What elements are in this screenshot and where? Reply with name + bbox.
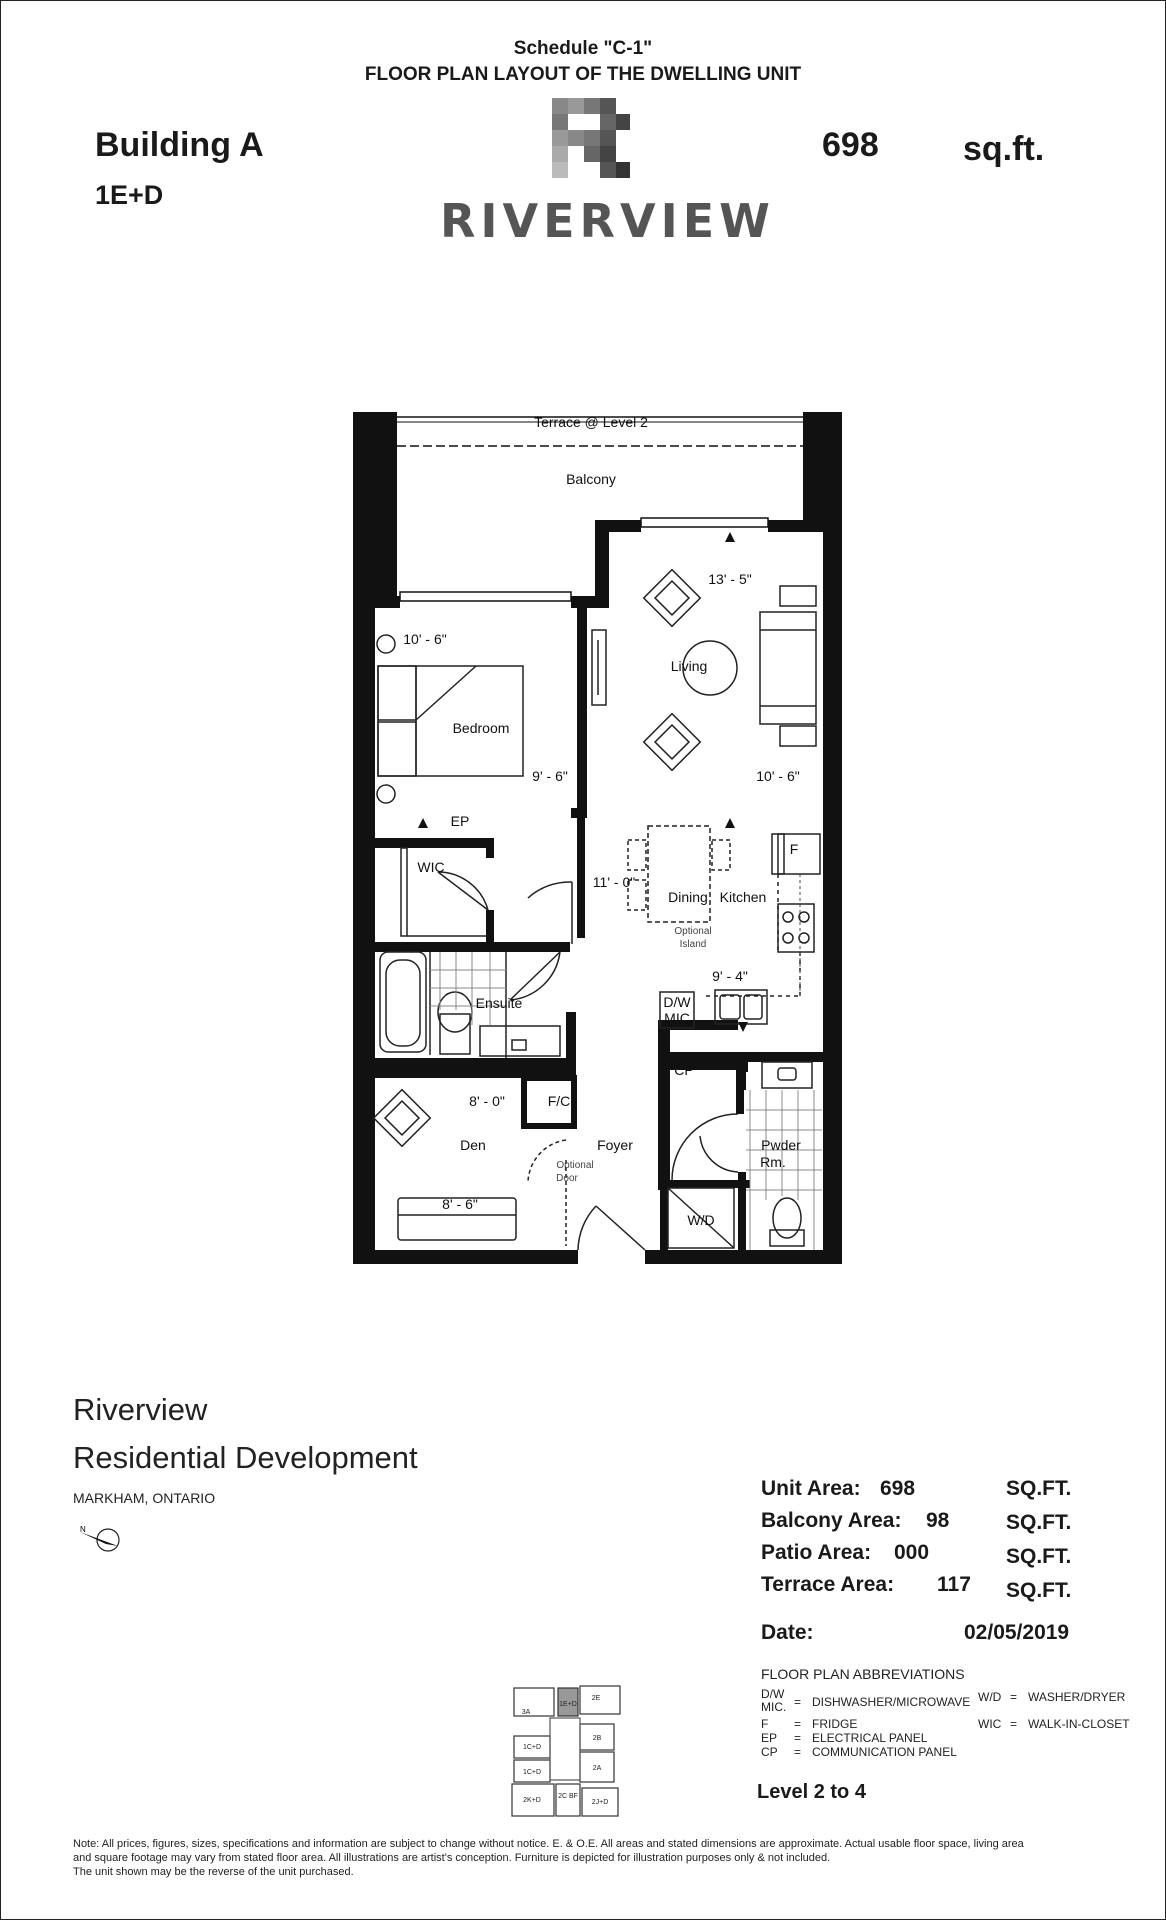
patio-area-value: 000 xyxy=(894,1541,930,1564)
foyer-label: Foyer xyxy=(597,1137,633,1153)
abbreviations-title: FLOOR PLAN ABBREVIATIONS xyxy=(761,1666,965,1682)
terrace-label: Terrace @ Level 2 xyxy=(534,414,648,430)
fridge-label: F xyxy=(789,841,799,857)
unit-area-label: Unit Area: xyxy=(761,1477,861,1500)
riverview-wordmark: RIVERVIEW xyxy=(440,194,775,248)
wall-right xyxy=(823,412,842,1264)
unit-size: 698 xyxy=(822,126,879,164)
keyplan-unit-1ed: 1E+D xyxy=(559,1701,577,1708)
powder-room-label-2: Rm. xyxy=(760,1154,786,1170)
dw-label: D/W xyxy=(663,994,691,1010)
svg-text:N: N xyxy=(80,1525,86,1534)
wall-right-upper xyxy=(803,412,842,522)
kitchen-dim: 9' - 4" xyxy=(712,968,748,984)
dining-label: Dining xyxy=(668,889,708,905)
ep-label: EP xyxy=(450,813,470,829)
note-line-1: Note: All prices, figures, sizes, specifications and information are subject to change without notice. E. & O.E. All areas and stated dimensions are approximate. Actual usable floor space, living area xyxy=(73,1838,1024,1850)
living-width-dim: 13' - 5" xyxy=(708,571,752,587)
wall-ensuite-top xyxy=(375,942,570,952)
wall-bed-living xyxy=(577,608,587,808)
arrow-marker xyxy=(725,818,735,828)
balcony-area-label: Balcony Area: xyxy=(761,1509,902,1532)
schedule-title: Schedule "C-1" xyxy=(513,38,653,59)
note-line-3: The unit shown may be the reverse of the unit purchased. xyxy=(73,1866,354,1878)
wall-living-top-right xyxy=(768,520,823,532)
abbr-meaning-wic: WALK-IN-CLOSET xyxy=(1028,1717,1130,1731)
abbr-code-dw: D/W MIC. xyxy=(761,1687,787,1714)
optional-door-label: Optional xyxy=(556,1160,594,1171)
level-range: Level 2 to 4 xyxy=(757,1781,866,1803)
patio-area-unit: SQ.FT. xyxy=(1006,1545,1072,1568)
den-depth-dim: 8' - 6" xyxy=(442,1196,478,1212)
date-value: 02/05/2019 xyxy=(964,1621,1070,1644)
abbr-code-cp: CP xyxy=(761,1745,778,1759)
living-depth-dim: 10' - 6" xyxy=(756,768,800,784)
abbr-code-wd: W/D xyxy=(978,1690,1002,1704)
bedroom-width-dim: 10' - 6" xyxy=(403,631,447,647)
wic-label: WIC xyxy=(417,859,445,875)
abbr-meaning-ep: ELECTRICAL PANEL xyxy=(812,1731,928,1745)
abbr-code-wic: WIC xyxy=(978,1717,1002,1731)
balcony-label: Balcony xyxy=(566,471,616,487)
arrow-marker xyxy=(725,532,735,542)
wall-left-upper xyxy=(353,412,397,608)
keyplan-unit-2b: 2B xyxy=(592,1735,602,1742)
patio-area-label: Patio Area: xyxy=(761,1541,872,1564)
unit-model: 1E+D xyxy=(95,180,164,210)
project-name-line1: Riverview xyxy=(73,1392,208,1427)
mic-label: MIC xyxy=(664,1010,690,1026)
note-line-2: and square footage may vary from stated floor area. All illustrations are artist's conception. Furniture is depicted for illustration purposes only & not included. xyxy=(73,1852,831,1864)
project-name-line2: Residential Development xyxy=(73,1440,418,1475)
optional-island-label-2: Island xyxy=(679,939,707,950)
date-label: Date: xyxy=(761,1621,814,1644)
wall-kitchen-left xyxy=(658,1020,670,1190)
arrow-marker xyxy=(418,818,428,828)
abbr-meaning-wd: WASHER/DRYER xyxy=(1028,1690,1126,1704)
abbr-meaning-f: FRIDGE xyxy=(812,1717,858,1731)
wall-bedroom-top-left xyxy=(375,596,400,608)
balcony-area-value: 98 xyxy=(926,1509,950,1532)
wall-powder-top xyxy=(658,1052,823,1062)
kitchen-label: Kitchen xyxy=(719,889,767,905)
wall-bottom-right xyxy=(645,1250,842,1264)
keyplan-unit-2jd: 2J+D xyxy=(591,1799,609,1806)
keyplan-unit-2a: 2A xyxy=(592,1765,602,1772)
ensuite-label: Ensuite xyxy=(475,995,523,1011)
optional-door-label-2: Door xyxy=(556,1173,578,1184)
terrace-area-label: Terrace Area: xyxy=(761,1573,895,1596)
wall-wic-top xyxy=(375,838,490,848)
wall-bedroom-top-right xyxy=(571,596,609,608)
wall-bottom-left xyxy=(353,1250,578,1264)
unit-size-label: sq.ft. xyxy=(963,130,1045,168)
keyplan-unit-2kd: 2K+D xyxy=(523,1797,541,1804)
wd-closet-top xyxy=(658,1180,750,1188)
terrace-area-value: 117 xyxy=(937,1573,971,1596)
keyplan-unit-3a: 3A xyxy=(521,1709,531,1716)
unit-area-value: 698 xyxy=(880,1477,916,1500)
wall-living-left xyxy=(595,520,609,608)
keyplan-unit-2e: 2E xyxy=(591,1695,601,1702)
cp-label: CP xyxy=(674,1062,694,1078)
abbr-meaning-cp: COMMUNICATION PANEL xyxy=(812,1745,957,1759)
wd-label: W/D xyxy=(687,1212,715,1228)
wall-left xyxy=(353,608,375,1264)
keyplan-unit-2cbf: 2C BF xyxy=(558,1793,578,1800)
abbr-code-ep: EP xyxy=(761,1731,778,1745)
keyplan-unit-1cd-2: 1C+D xyxy=(522,1769,542,1776)
fc-label: F/C xyxy=(547,1093,571,1109)
terrace-area-unit: SQ.FT. xyxy=(1006,1579,1072,1602)
optional-island-label: Optional xyxy=(674,926,712,937)
den-label: Den xyxy=(460,1137,486,1153)
keyplan-unit-1cd: 1C+D xyxy=(522,1744,542,1751)
key-plan xyxy=(510,1684,630,1820)
north-arrow-icon xyxy=(76,1520,126,1560)
project-location: MARKHAM, ONTARIO xyxy=(73,1490,216,1506)
dining-dim: 11' - 0" xyxy=(592,874,636,890)
bedroom-label: Bedroom xyxy=(452,720,510,736)
balcony-area-unit: SQ.FT. xyxy=(1006,1511,1072,1534)
bedroom-depth-dim: 9' - 6" xyxy=(532,768,568,784)
unit-area-unit: SQ.FT. xyxy=(1006,1477,1072,1500)
document-subtitle: FLOOR PLAN LAYOUT OF THE DWELLING UNIT xyxy=(364,64,802,85)
den-width-dim: 8' - 0" xyxy=(469,1093,505,1109)
abbr-meaning-dw: DISHWASHER/MICROWAVE xyxy=(812,1695,971,1709)
building-name: Building A xyxy=(95,126,264,164)
arrow-marker xyxy=(738,1022,748,1032)
living-label: Living xyxy=(670,658,708,674)
abbr-code-f: F xyxy=(761,1717,769,1731)
powder-room-label: Pwder xyxy=(761,1137,801,1153)
